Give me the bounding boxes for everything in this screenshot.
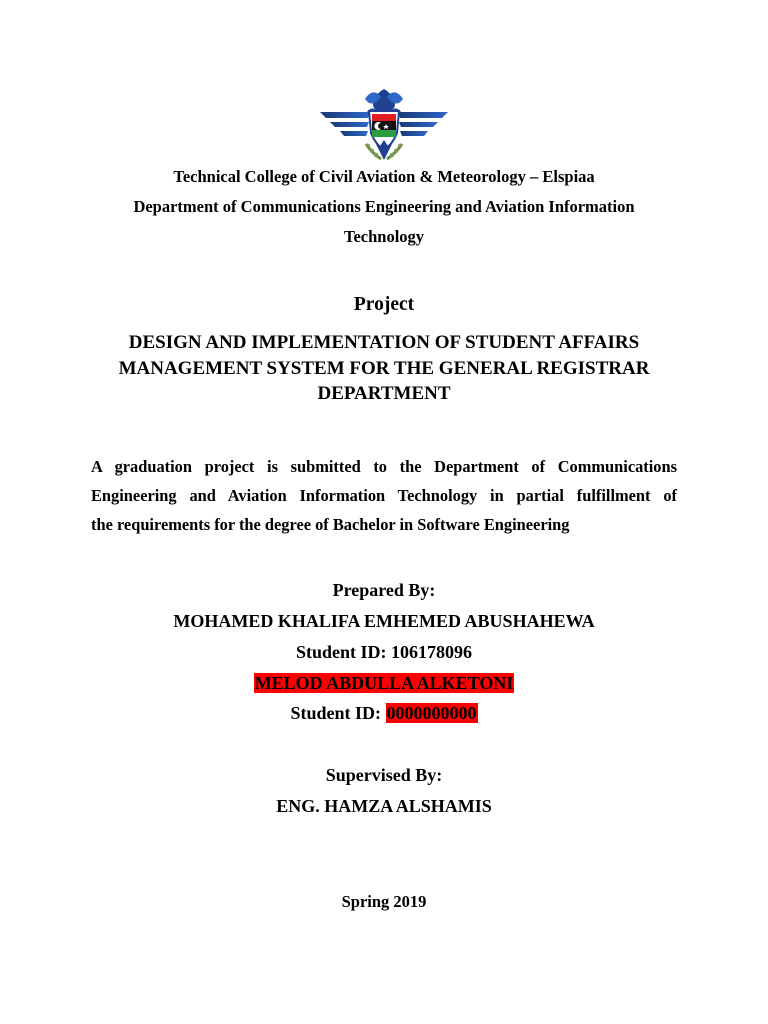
supervised-by-label: Supervised By: xyxy=(325,765,443,785)
student-id-2 xyxy=(0,703,768,724)
highlighted-author-name-2: MELOD ABDULLA ALKETONI xyxy=(254,673,514,693)
author-name-1: MOHAMED KHALIFA EMHEMED ABUSHAHEWA xyxy=(173,611,595,631)
highlighted-student-id-value-2: 0000000000 xyxy=(386,703,477,723)
project-title xyxy=(70,330,698,407)
project-label: Project xyxy=(353,294,415,315)
submission-statement-line-1: A graduation project is submitted to the Department of Communications xyxy=(91,457,677,476)
project-title-line-3: DEPARTMENT xyxy=(317,383,451,404)
student-id-label-2: Student ID: xyxy=(290,703,386,723)
department-name-line-1: Department of Communications Engineering and Aviation Information xyxy=(133,197,635,216)
submission-date: Spring 2019 xyxy=(341,892,427,911)
student-id-1 xyxy=(0,642,768,663)
college-name: Technical College of Civil Aviation & Meteorology – Elspiaa xyxy=(173,167,595,186)
student-id-value-1: 106178096 xyxy=(391,642,473,662)
college-emblem-icon xyxy=(318,84,450,166)
author-name-2 xyxy=(0,673,768,694)
prepared-by-label: Prepared By: xyxy=(332,580,436,600)
department-name-line-2: Technology xyxy=(343,227,425,246)
project-title-line-1: DESIGN AND IMPLEMENTATION OF STUDENT AFFAIRS xyxy=(128,332,640,353)
submission-statement-line-2: Engineering and Aviation Information Technology in partial fulfillment of xyxy=(91,486,677,505)
student-id-label-1: Student ID: xyxy=(295,642,392,662)
supervisor-name: ENG. HAMZA ALSHAMIS xyxy=(276,796,492,816)
project-title-line-2: MANAGEMENT SYSTEM FOR THE GENERAL REGISTRAR xyxy=(118,357,650,379)
submission-statement-line-3: the requirements for the degree of Bachelor in Software Engineering xyxy=(91,515,570,534)
submission-statement xyxy=(91,452,677,539)
